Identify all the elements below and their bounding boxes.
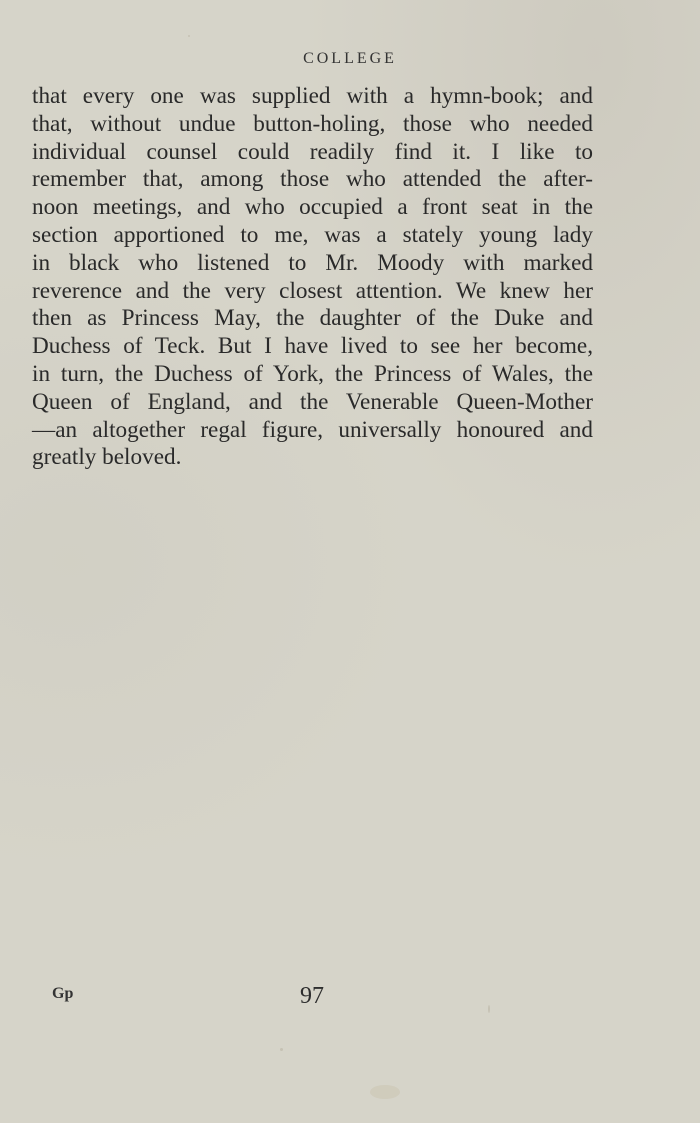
running-head: COLLEGE xyxy=(303,50,397,67)
text-line: remember that, among those who attended the after- xyxy=(32,166,593,193)
body-paragraph xyxy=(32,83,593,472)
paper-speck xyxy=(188,35,190,37)
text-line: Duchess of Teck. But I have lived to see her become, xyxy=(32,333,593,360)
paper-speck xyxy=(370,1085,400,1099)
text-line: that every one was supplied with a hymn-book; and xyxy=(32,83,593,109)
paper-speck xyxy=(488,1005,490,1013)
text-line: then as Princess May, the daughter of the Duke and xyxy=(32,305,593,332)
text-line: reverence and the very closest attention. We knew her xyxy=(32,277,593,304)
text-line: Queen of England, and the Venerable Queen-Mother xyxy=(32,388,593,415)
text-line: section apportioned to me, was a stately young lady xyxy=(32,221,593,248)
text-line: noon meetings, and who occupied a front seat in the xyxy=(32,194,593,221)
text-line: in black who listened to Mr. Moody with marked xyxy=(32,249,593,276)
text-line: individual counsel could readily find it. I like to xyxy=(32,138,593,165)
text-line: in turn, the Duchess of York, the Princess of Wales, the xyxy=(32,360,593,387)
text-line: —an altogether regal figure, universally honoured and xyxy=(32,416,593,443)
signature-mark: Gp xyxy=(52,985,74,1002)
text-line: greatly beloved. xyxy=(32,444,182,471)
text-line: that, without undue button-holing, those who needed xyxy=(32,110,593,137)
page-number: 97 xyxy=(300,983,324,1009)
paper-speck xyxy=(280,1048,283,1051)
